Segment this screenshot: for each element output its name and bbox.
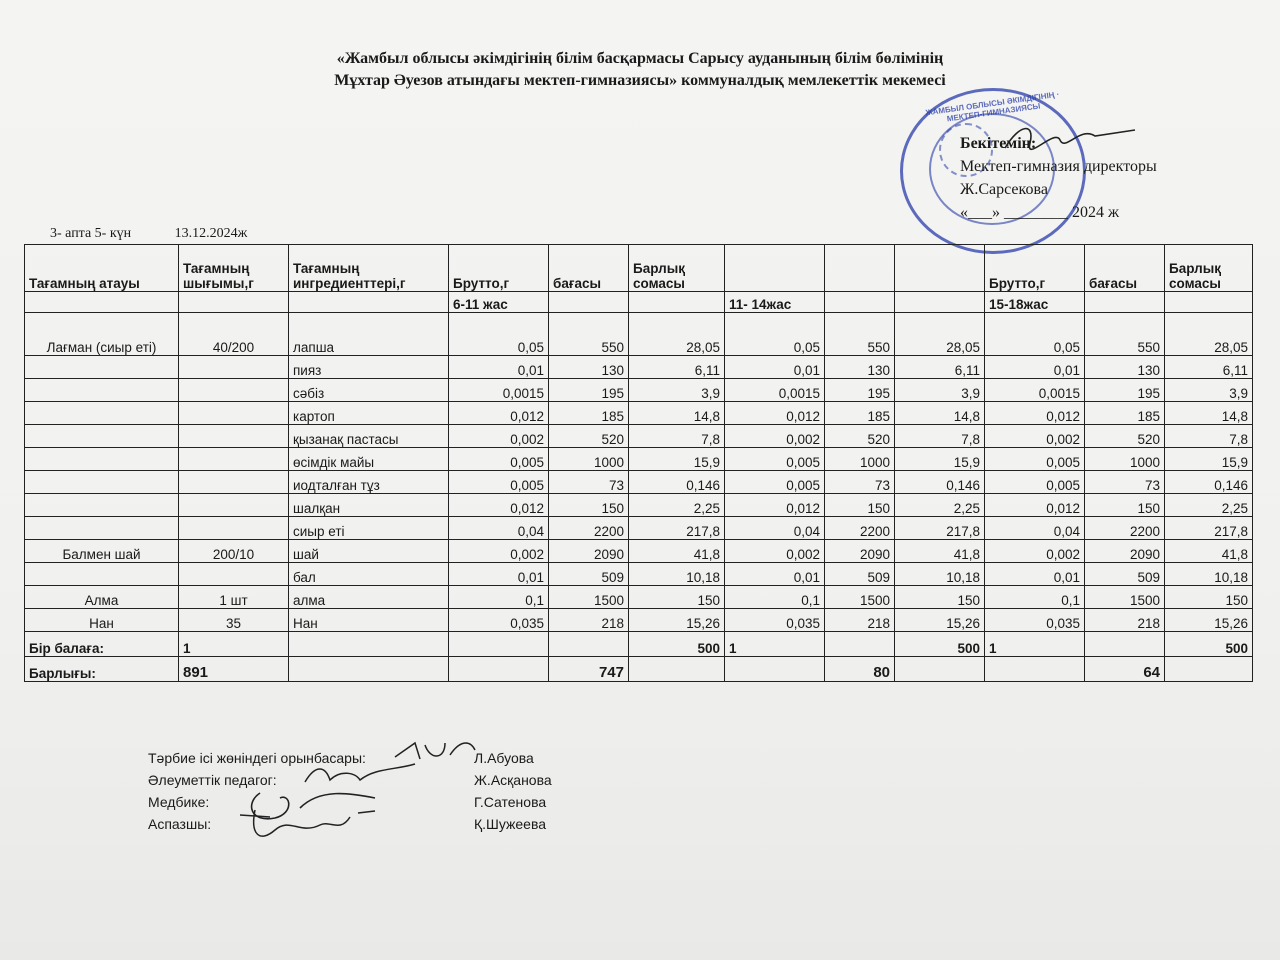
column-header: бағасы [549,245,629,292]
value-cell: 2200 [549,517,629,540]
value-cell: 0,005 [985,448,1085,471]
value-cell: 0,1 [985,586,1085,609]
value-cell: 3,9 [895,379,985,402]
value-cell: 0,0015 [449,379,549,402]
approval-date [960,201,1157,224]
per-child-c2: 500 [629,632,725,657]
value-cell: 7,8 [895,425,985,448]
value-cell: 550 [549,313,629,356]
column-header: Барлық сомасы [1165,245,1253,292]
ingredient-name: бал [289,563,449,586]
dish-yield: 40/200 [179,313,289,356]
value-cell: 0,0015 [725,379,825,402]
table-row [25,356,1253,379]
value-cell: 218 [825,609,895,632]
value-cell: 150 [1085,494,1165,517]
age-group-row [25,292,1253,313]
dish-yield [179,517,289,540]
table-header-row [25,245,1253,292]
week-day: 3- апта 5- күн [50,226,132,241]
total-c2: 747 [549,657,629,682]
value-cell: 0,012 [985,494,1085,517]
value-cell: 185 [549,402,629,425]
column-header: Тағамның шығымы,г [179,245,289,292]
value-cell: 150 [549,494,629,517]
ingredient-name: алма [289,586,449,609]
column-header [825,245,895,292]
dish-name [25,471,179,494]
value-cell: 15,26 [895,609,985,632]
value-cell: 0,05 [449,313,549,356]
value-cell: 0,035 [725,609,825,632]
column-header: Тағамның атауы [25,245,179,292]
value-cell: 0,05 [725,313,825,356]
total-label: Барлығы: [25,657,179,682]
total-c1: 891 [179,657,289,682]
table-row [25,313,1253,356]
value-cell: 0,05 [985,313,1085,356]
value-cell: 41,8 [895,540,985,563]
dish-yield: 35 [179,609,289,632]
value-cell: 15,26 [629,609,725,632]
value-cell: 150 [629,586,725,609]
value-cell: 0,005 [449,471,549,494]
value-cell: 0,01 [725,356,825,379]
column-header [725,245,825,292]
value-cell: 217,8 [895,517,985,540]
age-group-1: 6-11 жас [449,292,549,313]
age-group-2: 11- 14жас [725,292,825,313]
value-cell: 0,01 [985,356,1085,379]
dish-name: Алма [25,586,179,609]
value-cell: 185 [825,402,895,425]
value-cell: 0,04 [725,517,825,540]
value-cell: 0,012 [725,402,825,425]
approval-position: Мектеп-гимназия директоры [960,158,1157,175]
value-cell: 2,25 [629,494,725,517]
value-cell: 130 [549,356,629,379]
value-cell: 185 [1085,402,1165,425]
value-cell: 10,18 [1165,563,1253,586]
value-cell: 73 [1085,471,1165,494]
value-cell: 7,8 [1165,425,1253,448]
dish-yield [179,494,289,517]
per-child-label: Бір балаға: [25,632,179,657]
column-header: Брутто,г [449,245,549,292]
dish-yield [179,379,289,402]
signature-role: Тәрбие ісі жөніндегі орынбасары: [148,750,366,766]
cook-signature-icon [230,805,380,845]
value-cell: 0,146 [629,471,725,494]
value-cell: 3,9 [629,379,725,402]
value-cell: 2,25 [1165,494,1253,517]
column-header: Тағамның ингредиенттері,г [289,245,449,292]
value-cell: 0,005 [985,471,1085,494]
value-cell: 0,0015 [985,379,1085,402]
value-cell: 550 [1085,313,1165,356]
value-cell: 509 [825,563,895,586]
value-cell: 217,8 [629,517,725,540]
value-cell: 0,04 [449,517,549,540]
ingredient-name: шай [289,540,449,563]
value-cell: 550 [825,313,895,356]
value-cell: 0,005 [725,448,825,471]
value-cell: 2090 [1085,540,1165,563]
value-cell: 0,005 [725,471,825,494]
value-cell: 1000 [549,448,629,471]
value-cell: 0,04 [985,517,1085,540]
signature-role: Медбике: [148,794,210,810]
value-cell: 1500 [549,586,629,609]
value-cell: 6,11 [1165,356,1253,379]
header-line-2: Мұхтар Әуезов атындағы мектеп-гимназиясы» коммуналдық мемлекеттік мекемесі [334,72,946,89]
value-cell: 41,8 [629,540,725,563]
approval-date-blank: ________ [1004,204,1068,221]
dish-name [25,517,179,540]
table-row [25,609,1253,632]
value-cell: 14,8 [895,402,985,425]
value-cell: 520 [549,425,629,448]
value-cell: 73 [549,471,629,494]
value-cell: 2200 [825,517,895,540]
approval-year: 2024 ж [1072,204,1120,221]
value-cell: 130 [1085,356,1165,379]
value-cell: 14,8 [629,402,725,425]
value-cell: 2090 [549,540,629,563]
value-cell: 0,005 [449,448,549,471]
signature-name: Г.Сатенова [474,794,547,810]
approval-date-prefix: «___» [960,204,1000,221]
value-cell: 28,05 [1165,313,1253,356]
signature-name: Ж.Асқанова [474,772,552,788]
stamp-text: ЖАМБЫЛ ОБЛЫСЫ ӘКІМДІГІНІҢ · МЕКТЕП-ГИМНАЗИЯСЫ [924,89,1060,124]
value-cell: 0,012 [985,402,1085,425]
table-row [25,448,1253,471]
value-cell: 0,01 [449,563,549,586]
dish-name [25,356,179,379]
dish-name [25,379,179,402]
value-cell: 195 [825,379,895,402]
value-cell: 150 [895,586,985,609]
date-line [50,226,287,242]
per-child-row [25,632,1253,657]
value-cell: 0,002 [985,425,1085,448]
approval-name: Ж.Сарсекова [960,181,1048,198]
value-cell: 73 [825,471,895,494]
value-cell: 0,146 [1165,471,1253,494]
dish-name: Балмен шай [25,540,179,563]
column-header: Барлық сомасы [629,245,725,292]
value-cell: 0,01 [985,563,1085,586]
value-cell: 2,25 [895,494,985,517]
signature-name: Л.Абуова [474,750,534,766]
table-row [25,494,1253,517]
ingredient-name: қызанақ пастасы [289,425,449,448]
dish-name: Лағман (сиыр еті) [25,313,179,356]
per-child-c4: 500 [895,632,985,657]
dish-name: Нан [25,609,179,632]
header-line-1: «Жамбыл облысы әкімдігінің білім басқармасы Сарысу ауданының білім бөлімінің [336,50,944,67]
approval-title: Бекітемін: [960,135,1037,152]
value-cell: 14,8 [1165,402,1253,425]
value-cell: 520 [1085,425,1165,448]
ingredient-name: сиыр еті [289,517,449,540]
per-child-c5: 1 [985,632,1085,657]
value-cell: 15,26 [1165,609,1253,632]
ingredient-name: сәбіз [289,379,449,402]
per-child-c3: 1 [725,632,825,657]
value-cell: 217,8 [1165,517,1253,540]
value-cell: 1000 [825,448,895,471]
age-group-3: 15-18жас [985,292,1085,313]
value-cell: 0,035 [985,609,1085,632]
dish-yield [179,356,289,379]
value-cell: 3,9 [1165,379,1253,402]
table-row [25,402,1253,425]
value-cell: 10,18 [629,563,725,586]
document-header [0,48,1280,92]
value-cell: 195 [549,379,629,402]
value-cell: 6,11 [895,356,985,379]
table-row [25,563,1253,586]
per-child-c1: 1 [179,632,289,657]
table-row [25,379,1253,402]
table-row [25,540,1253,563]
value-cell: 0,012 [449,494,549,517]
value-cell: 1500 [1085,586,1165,609]
value-cell: 15,9 [629,448,725,471]
value-cell: 1000 [1085,448,1165,471]
value-cell: 0,035 [449,609,549,632]
value-cell: 509 [1085,563,1165,586]
table-row [25,471,1253,494]
dish-name [25,402,179,425]
value-cell: 0,002 [725,425,825,448]
value-cell: 2090 [825,540,895,563]
menu-table [24,244,1253,682]
table-row [25,586,1253,609]
ingredient-name: картоп [289,402,449,425]
value-cell: 218 [1085,609,1165,632]
value-cell: 0,1 [725,586,825,609]
value-cell: 10,18 [895,563,985,586]
value-cell: 0,002 [449,425,549,448]
dish-yield [179,563,289,586]
value-cell: 0,002 [449,540,549,563]
value-cell: 28,05 [895,313,985,356]
value-cell: 509 [549,563,629,586]
value-cell: 0,01 [449,356,549,379]
value-cell: 0,1 [449,586,549,609]
value-cell: 218 [549,609,629,632]
ingredient-name: пияз [289,356,449,379]
value-cell: 520 [825,425,895,448]
value-cell: 2200 [1085,517,1165,540]
dish-yield [179,471,289,494]
column-header: бағасы [1085,245,1165,292]
value-cell: 7,8 [629,425,725,448]
value-cell: 15,9 [895,448,985,471]
ingredient-name: иодталған тұз [289,471,449,494]
value-cell: 0,012 [449,402,549,425]
ingredient-name: өсімдік майы [289,448,449,471]
dish-name [25,448,179,471]
dish-yield [179,425,289,448]
director-signature-icon [1000,118,1140,158]
table-row [25,517,1253,540]
dish-yield [179,448,289,471]
value-cell: 150 [1165,586,1253,609]
value-cell: 41,8 [1165,540,1253,563]
ingredient-name: Нан [289,609,449,632]
value-cell: 6,11 [629,356,725,379]
ingredient-name: лапша [289,313,449,356]
dish-name [25,494,179,517]
dish-yield: 200/10 [179,540,289,563]
total-c3: 80 [825,657,895,682]
ingredient-name: шалқан [289,494,449,517]
table-row [25,425,1253,448]
signature-role: Аспазшы: [148,816,212,832]
dish-name [25,425,179,448]
column-header: Брутто,г [985,245,1085,292]
value-cell: 0,01 [725,563,825,586]
value-cell: 0,012 [725,494,825,517]
value-cell: 15,9 [1165,448,1253,471]
per-child-c6: 500 [1165,632,1253,657]
value-cell: 0,146 [895,471,985,494]
dish-yield [179,402,289,425]
total-row [25,657,1253,682]
value-cell: 1500 [825,586,895,609]
value-cell: 150 [825,494,895,517]
value-cell: 28,05 [629,313,725,356]
dish-name [25,563,179,586]
value-cell: 0,002 [985,540,1085,563]
dish-yield: 1 шт [179,586,289,609]
value-cell: 195 [1085,379,1165,402]
menu-date: 13.12.2024ж [174,226,248,241]
column-header [895,245,985,292]
signature-name: Қ.Шужеева [474,816,547,832]
signature-role: Әлеуметтік педагог: [148,772,277,788]
total-c4: 64 [1085,657,1165,682]
value-cell: 130 [825,356,895,379]
value-cell: 0,002 [725,540,825,563]
